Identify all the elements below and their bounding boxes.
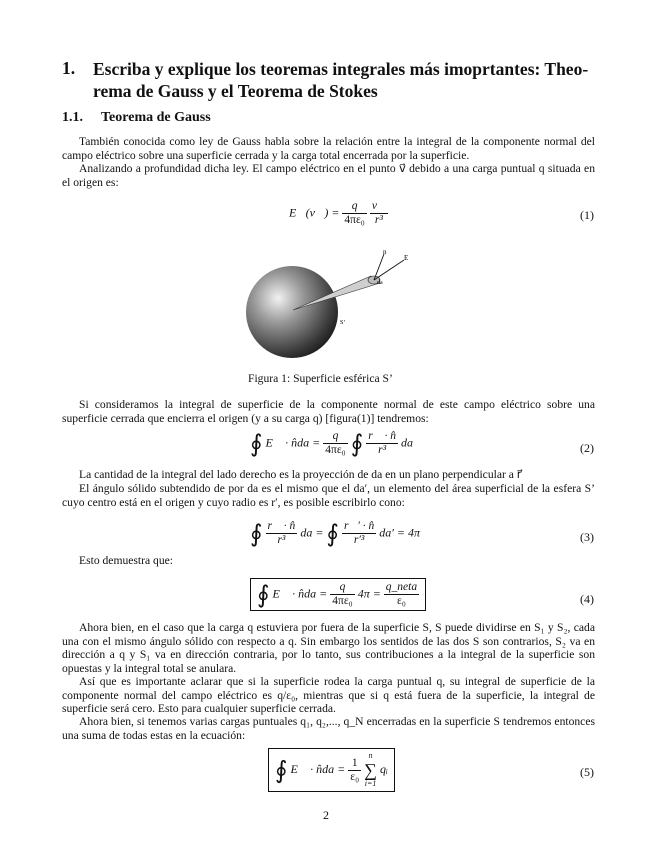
contour-integral-icon: ∮ xyxy=(350,429,364,458)
page-number: 2 xyxy=(323,808,329,822)
paragraph-outside-charge: Ahora bien, en el caso que la carga q estuviera por fuera de la superficie S, S puede dividirse en S₁ y S₂, cada una con el mismo ángulo sólido con respecto a q. Sin embargo los sentidos de las dos S son contrarios, S₂ va en dirección a q y S₁ va en dirección contraria, por lo tanto, sus contribuciones a la integral de la superficie son opuestas y la integral total se anulara. xyxy=(62,621,595,675)
section-number: 1. xyxy=(62,58,76,78)
eq5-frac-num: 1 xyxy=(348,757,361,771)
equation-2 xyxy=(250,430,413,457)
label-e: E xyxy=(404,254,409,262)
normal-vector-n xyxy=(374,254,384,280)
eq4-frac2-den: ε₀ xyxy=(397,595,406,607)
eq1-fraction-vector xyxy=(370,200,388,227)
eq4-frac1-den: 4πε₀ xyxy=(332,595,353,607)
eq2-frac2-num: r⃗ · n̂ xyxy=(368,430,396,442)
eq4-fraction-coulomb xyxy=(330,581,354,608)
sigma-icon: ∑ xyxy=(364,760,377,780)
paragraph-solid-angle: El ángulo sólido subtendido de por da es el mismo que el da′, un elemento del área superficial de la esfera S’ cuyo centro está en el origen y cuyo radio es r′, es posible escribirlo cono: xyxy=(62,482,595,509)
section-title-line1: Escriba y explique los teoremas integrales más imoprtantes: Theo- xyxy=(93,59,589,79)
eq3-frac2-den: r′³ xyxy=(353,534,365,546)
label-da: da xyxy=(377,280,383,286)
eq1-lhs: E⃗(v⃗) = xyxy=(289,205,340,220)
eq5-frac-den: ε₀ xyxy=(350,770,360,783)
label-s: S’ xyxy=(340,320,346,326)
section-title-line2: rema de Gauss y el Teorema de Stokes xyxy=(93,81,378,101)
figure-caption: Figura 1: Superficie esférica S’ xyxy=(248,372,393,385)
eq4-frac1-num: q xyxy=(330,581,354,595)
paragraph-demonstrates: Esto demuestra que: xyxy=(79,554,174,567)
eq3-frac1-num: r⃗ · n̂ xyxy=(267,520,296,532)
paragraph-analysis: Analizando a profundidad dicha ley. El campo eléctrico en el punto v⃗ debido a una carga puntual q situada en el origen es: xyxy=(62,162,595,189)
contour-integral-icon: ∮ xyxy=(326,519,339,548)
eq4-integrand: E⃗ · n̂da = xyxy=(272,586,328,601)
eq2-frac2-den: r³ xyxy=(378,444,387,456)
figure-sphere xyxy=(240,240,420,370)
eq5-tail: qᵢ xyxy=(379,761,388,776)
contour-integral-icon: ∮ xyxy=(250,519,263,548)
eq2-tail: da xyxy=(401,435,413,450)
eq4-mid: 4π = xyxy=(357,586,381,601)
eq5-fraction-epsilon xyxy=(348,757,361,784)
equation-4-number: (4) xyxy=(580,592,594,606)
equation-3 xyxy=(250,520,420,547)
eq4-frac2-num: q_neta xyxy=(385,581,418,593)
sum-upper-limit: n xyxy=(368,751,373,760)
eq3-frac2-num: r⃗′ · n̂ xyxy=(343,520,375,532)
eq1-frac2-num: v⃗ xyxy=(371,200,386,212)
paragraph-surface-integral: Si consideramos la integral de superficie de la componente normal de este campo eléctrico sobre una superficie cerrada que encierra el origen (y a su carga q) [figura(1)] tendremos: xyxy=(62,398,595,425)
subsection-title: Teorema de Gauss xyxy=(101,110,211,125)
equation-4 xyxy=(250,578,426,611)
summation xyxy=(364,751,377,789)
sum-lower-limit: i=1 xyxy=(364,779,377,788)
equation-5-number: (5) xyxy=(580,765,594,779)
eq2-frac1-num: q xyxy=(323,430,347,444)
contour-integral-icon: ∮ xyxy=(257,580,270,609)
eq3-fraction-left xyxy=(266,520,298,547)
paragraph-conclusion: Así que es importante aclarar que si la superficie rodea la carga puntual q, su integral de superficie de la componente normal del campo eléctrico es q/ε₀, mientras que si q está fuera de la superficie, la integral de superficie será cero. Esto para cualquier superficie cerrada. xyxy=(62,675,595,715)
eq4-fraction-net-charge xyxy=(384,581,419,608)
paragraph-gauss-intro: También conocida como ley de Gauss habla sobre la relación entre la integral de la componente normal del campo eléctrico sobre una superficie cerrada y la carga total encerrada por la superficie. xyxy=(62,135,595,162)
label-n: n xyxy=(383,248,387,256)
paragraph-projection: La cantidad de la integral del lado derecho es la proyección de da en un plano perpendicular a r⃗ xyxy=(79,468,522,481)
eq1-frac1-den: 4πε₀ xyxy=(344,214,365,226)
equation-2-number: (2) xyxy=(580,441,594,455)
eq1-frac2-den: r³ xyxy=(374,214,383,226)
eq1-fraction-coulomb xyxy=(342,200,366,227)
eq3-tail: da′ = 4π xyxy=(379,525,420,540)
equation-3-number: (3) xyxy=(580,530,594,544)
eq5-integrand: E⃗ · n̂da = xyxy=(290,761,346,776)
section-title xyxy=(93,58,613,102)
sphere-surface xyxy=(246,266,338,358)
subsection-number: 1.1. xyxy=(62,110,83,125)
eq2-fraction-coulomb xyxy=(323,430,347,457)
eq3-mid: da = xyxy=(300,525,324,540)
eq3-fraction-right xyxy=(342,520,376,547)
eq2-fraction-projection xyxy=(366,430,398,457)
equation-1 xyxy=(289,200,388,227)
equation-5 xyxy=(268,748,395,792)
eq3-frac1-den: r³ xyxy=(277,534,286,546)
eq2-frac1-den: 4πε₀ xyxy=(325,444,346,456)
contour-integral-icon: ∮ xyxy=(250,429,263,458)
paragraph-multiple-charges: Ahora bien, si tenemos varias cargas puntuales q₁, q₂,..., q_N encerradas en la superficie S tendremos entonces una suma de todas estas en la ecuación: xyxy=(62,715,595,742)
contour-integral-icon: ∮ xyxy=(275,756,288,784)
equation-1-number: (1) xyxy=(580,208,594,222)
field-vector-e xyxy=(374,260,404,280)
eq2-integrand: E⃗ · n̂da = xyxy=(265,435,321,450)
eq1-frac1-num: q xyxy=(342,200,366,214)
